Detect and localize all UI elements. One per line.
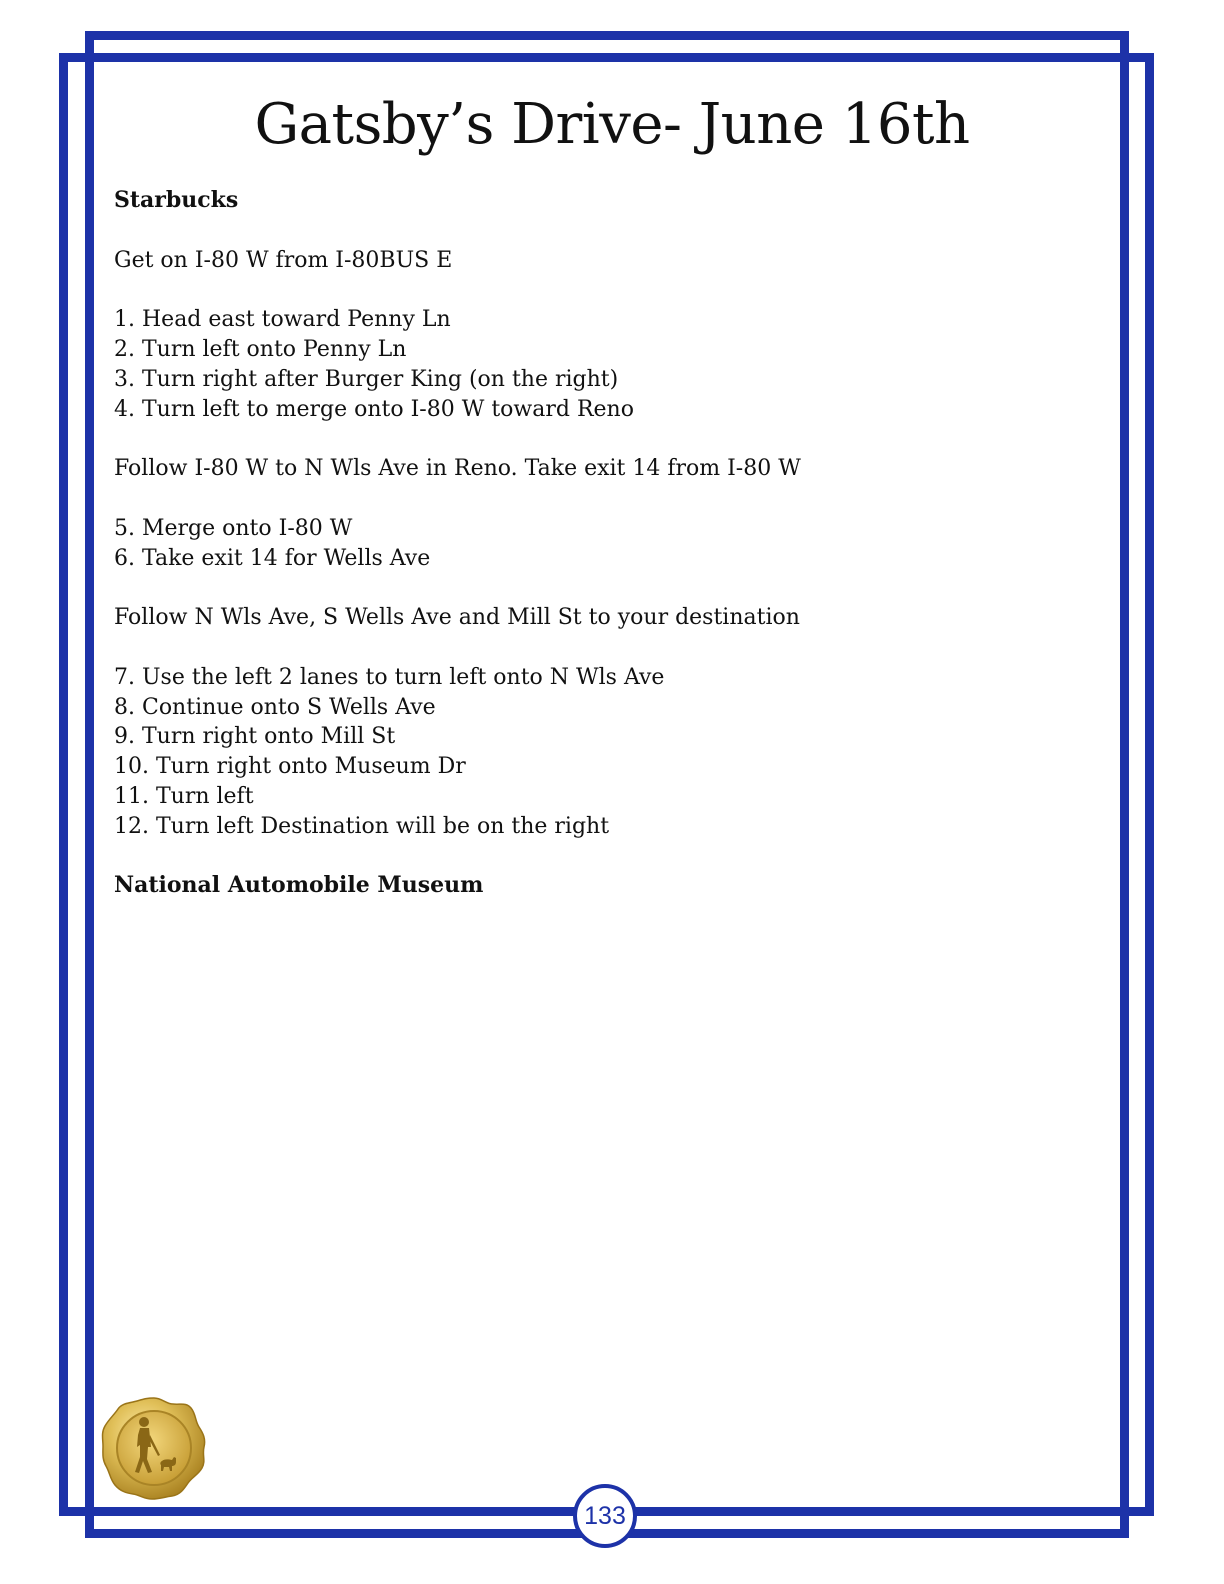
wax-seal-walker-dog-icon — [100, 1395, 208, 1501]
direction-step: 11. Turn left — [114, 783, 254, 809]
start-location: Starbucks — [114, 187, 239, 213]
direction-step: 10. Turn right onto Museum Dr — [114, 754, 466, 780]
page-title: Gatsby’s Drive- June 16th — [254, 92, 970, 157]
page-number: 133 — [573, 1484, 637, 1548]
direction-step: 3. Turn right after Burger King (on the right) — [114, 366, 619, 392]
direction-step: 4. Turn left to merge onto I-80 W toward Reno — [114, 396, 634, 422]
section-lead: Follow I-80 W to N Wls Ave in Reno. Take exit 14 from I-80 W — [114, 456, 801, 482]
direction-step: 2. Turn left onto Penny Ln — [114, 336, 407, 362]
section-lead: Get on I-80 W from I-80BUS E — [114, 247, 453, 273]
direction-step: 1. Head east toward Penny Ln — [114, 307, 451, 333]
direction-step: 12. Turn left Destination will be on the right — [114, 813, 610, 839]
destination: National Automobile Museum — [114, 872, 484, 899]
direction-step: 5. Merge onto I-80 W — [114, 515, 353, 541]
direction-step: 6. Take exit 14 for Wells Ave — [114, 545, 431, 571]
direction-step: 8. Continue onto S Wells Ave — [114, 694, 436, 720]
section-lead: Follow N Wls Ave, S Wells Ave and Mill St to your destination — [114, 605, 800, 631]
direction-step: 7. Use the left 2 lanes to turn left onto N Wls Ave — [114, 664, 665, 690]
directions-content — [114, 186, 1114, 901]
direction-step: 9. Turn right onto Mill St — [114, 724, 396, 750]
